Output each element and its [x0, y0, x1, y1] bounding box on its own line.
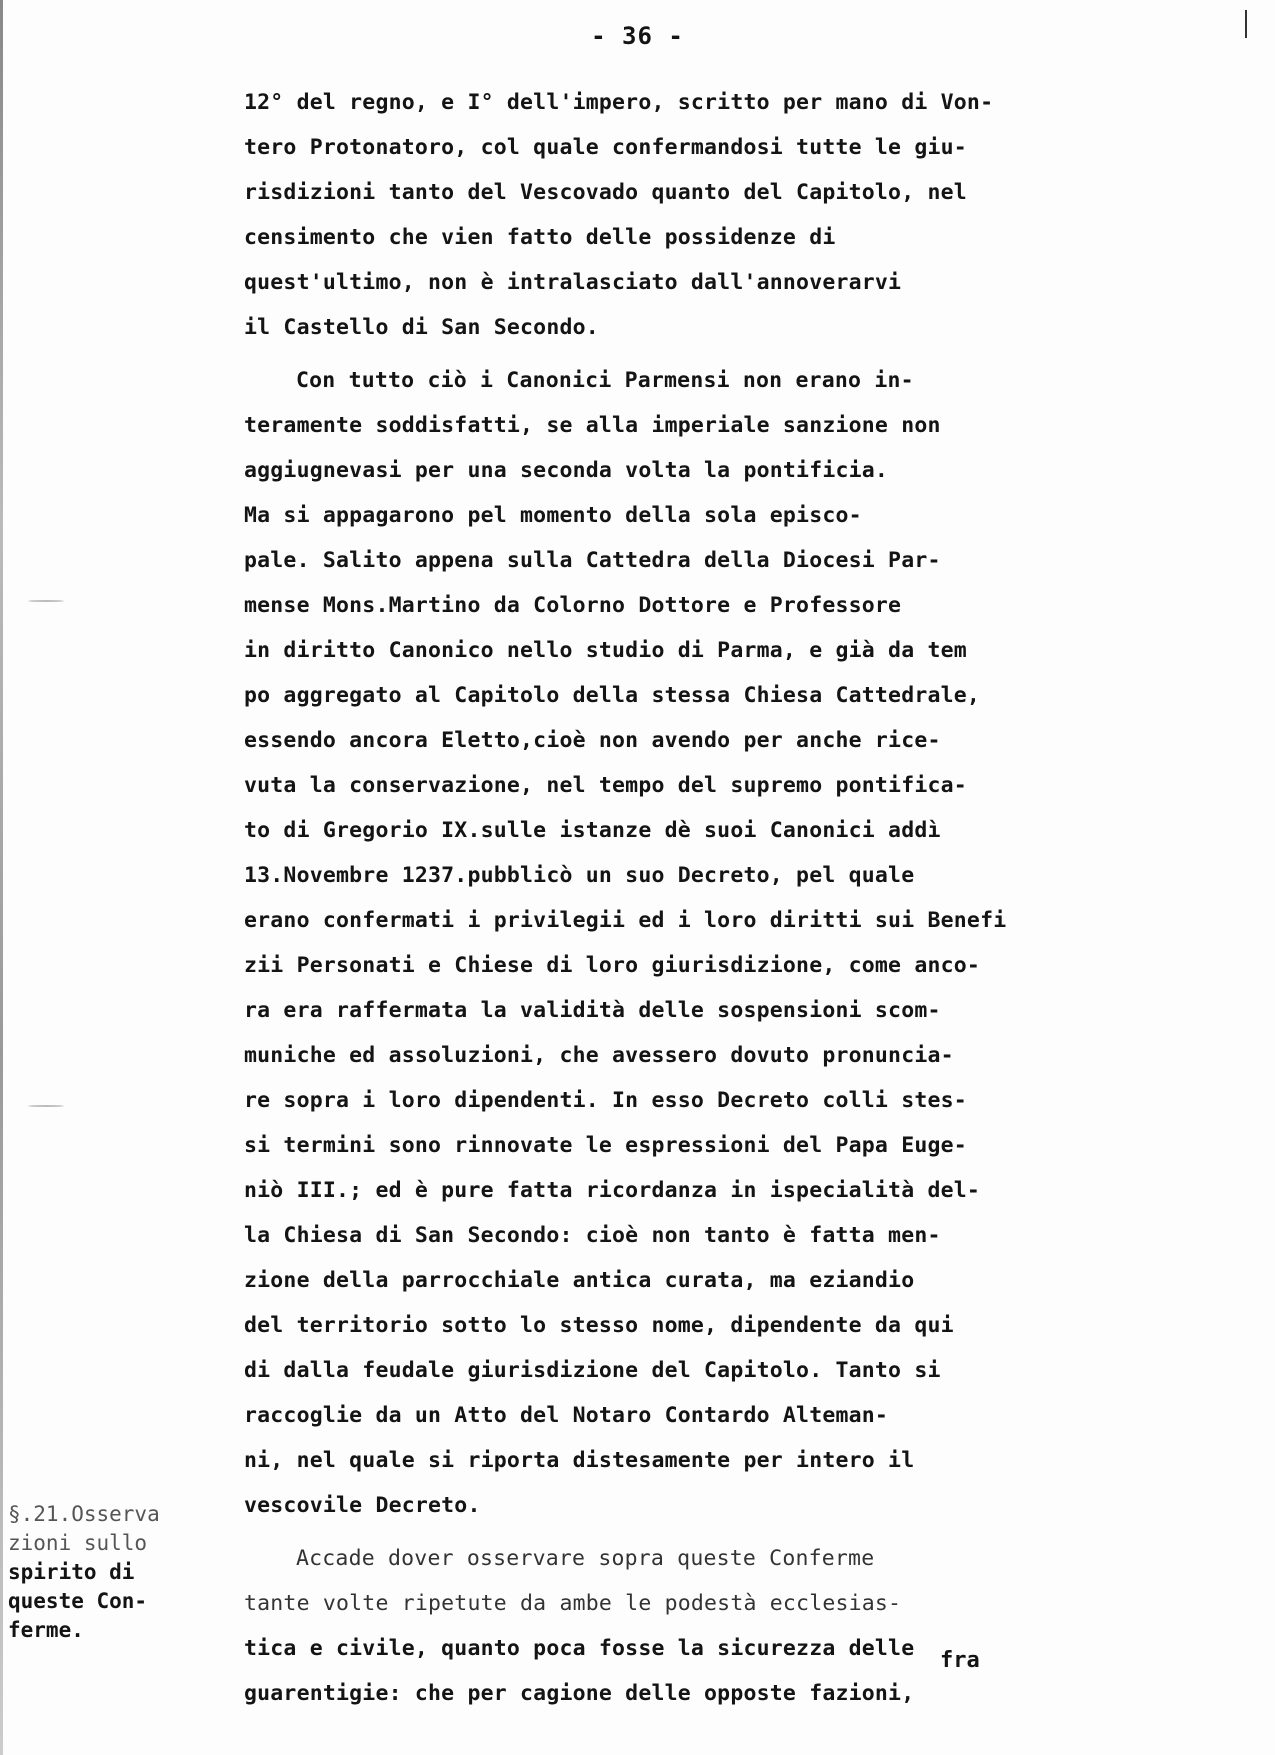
text-line: ra era raffermata la validità delle sospensioni scom- [244, 998, 941, 1023]
text-line: vuta la conservazione, nel tempo del supremo pontifica- [244, 773, 967, 798]
margin-note-line: ferme. [8, 1618, 84, 1642]
margin-note [8, 1500, 233, 1645]
text-line: vescovile Decreto. [244, 1493, 481, 1518]
text-line: Con tutto ciò i Canonici Parmensi non erano in- [296, 368, 914, 393]
text-line: del territorio sotto lo stesso nome, dipendente da qui [244, 1313, 954, 1338]
scan-mark [28, 1105, 64, 1107]
text-line: po aggregato al Capitolo della stessa Chiesa Cattedrale, [244, 683, 981, 708]
text-line: in diritto Canonico nello studio di Parma, e già da tem [244, 638, 967, 663]
text-line: il Castello di San Secondo. [244, 315, 599, 340]
body-text [244, 80, 1184, 1716]
text-line: re sopra i loro dipendenti. In esso Decreto colli stes- [244, 1088, 967, 1113]
text-line: teramente soddisfatti, se alla imperiale sanzione non [244, 413, 941, 438]
text-line: 12° del regno, e I° dell'impero, scritto per mano di Von- [244, 90, 994, 115]
text-line: mense Mons.Martino da Colorno Dottore e Professore [244, 593, 902, 618]
text-line: erano confermati i privilegii ed i loro diritti sui Benefi [244, 908, 1007, 933]
text-line: si termini sono rinnovate le espressioni del Papa Euge- [244, 1133, 967, 1158]
paragraph-gap [244, 350, 1184, 358]
page-number: - 36 - [591, 22, 684, 50]
text-line: essendo ancora Eletto,cioè non avendo per anche rice- [244, 728, 941, 753]
text-line: zione della parrocchiale antica curata, ma eziandio [244, 1268, 915, 1293]
text-line: tica e civile, quanto poca fosse la sicurezza delle [244, 1636, 915, 1661]
text-line: muniche ed assoluzioni, che avessero dovuto pronuncia- [244, 1043, 954, 1068]
catchword: fra [940, 1648, 980, 1673]
text-line: raccoglie da un Atto del Notaro Contardo Alteman- [244, 1403, 889, 1428]
text-line: censimento che vien fatto delle possidenze di [244, 225, 836, 250]
text-line: ni, nel quale si riporta distesamente per intero il [244, 1448, 915, 1473]
text-line: 13.Novembre 1237.pubblicò un suo Decreto, pel quale [244, 863, 915, 888]
text-line: niò III.; ed è pure fatta ricordanza in ispecialità del- [244, 1178, 981, 1203]
text-line: quest'ultimo, non è intralasciato dall'annoverarvi [244, 270, 902, 295]
text-line: guarentigie: che per cagione delle opposte fazioni, [244, 1681, 915, 1706]
text-line: zii Personati e Chiese di loro giurisdizione, come anco- [244, 953, 981, 978]
text-line: tante volte ripetute da ambe le podestà ecclesias- [244, 1591, 902, 1616]
text-line: risdizioni tanto del Vescovado quanto del Capitolo, nel [244, 180, 967, 205]
scan-mark [28, 600, 64, 602]
text-line: tero Protonatoro, col quale confermandosi tutte le giu- [244, 135, 967, 160]
text-line: Ma si appagarono pel momento della sola episco- [244, 503, 862, 528]
margin-note-line: spirito di [8, 1560, 135, 1584]
scan-edge [0, 0, 3, 1755]
margin-note-line: queste Con- [8, 1589, 148, 1613]
text-line: Accade dover osservare sopra queste Conferme [296, 1546, 875, 1571]
text-line: di dalla feudale giurisdizione del Capitolo. Tanto si [244, 1358, 941, 1383]
margin-note-line: zioni sullo [8, 1531, 148, 1555]
text-line: aggiugnevasi per una seconda volta la pontificia. [244, 458, 889, 483]
text-line: to di Gregorio IX.sulle istanze dè suoi Canonici addì [244, 818, 941, 843]
text-line: la Chiesa di San Secondo: cioè non tanto è fatta men- [244, 1223, 941, 1248]
paragraph-gap [244, 1528, 1184, 1536]
margin-note-line: §.21.Osserva [8, 1502, 160, 1526]
text-line: pale. Salito appena sulla Cattedra della Diocesi Par- [244, 548, 941, 573]
